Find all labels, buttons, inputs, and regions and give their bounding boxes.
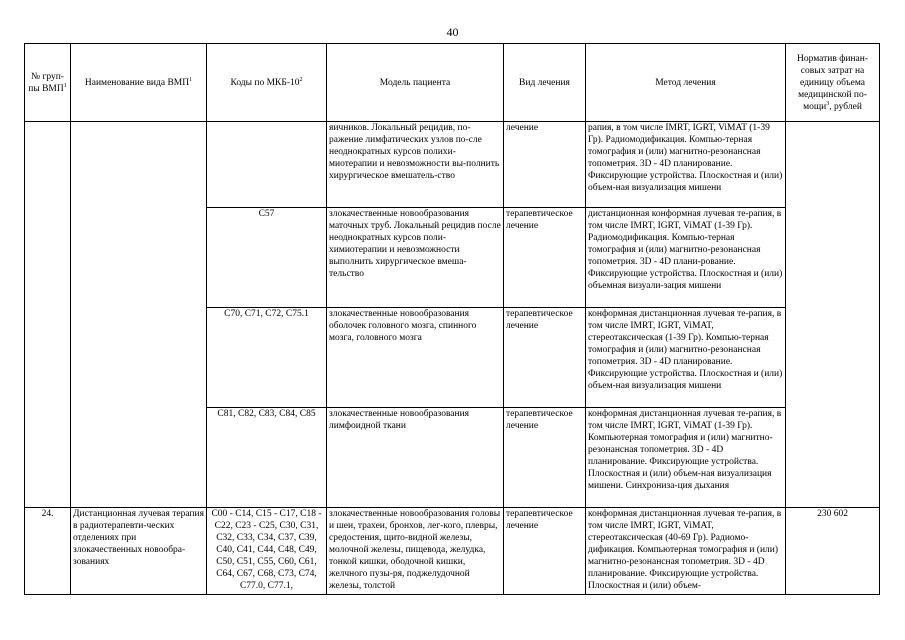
patient-model-cell: злокачественные новообразования головы и шеи, трахеи, бронхов, лег-кого, плевры, средостения, щито-видной железы, молочной железы, пищевода, желудка, тонкой кишки, ободочной кишки, желчного пузы-ря, поджелудочной железы, толстой	[327, 508, 504, 595]
treatment-type-cell: лечение	[504, 122, 586, 208]
group-number-cell	[25, 122, 71, 508]
medical-care-table	[24, 43, 880, 595]
patient-model-cell: злокачественные новообразования оболочек головного мозга, спинного мозга, головного мозга	[327, 308, 504, 408]
treatment-type-cell: терапевтическое лечение	[504, 308, 586, 408]
icd-codes-cell	[207, 122, 327, 208]
header-icd-codes: Коды по МКБ-$10^2$	[207, 44, 327, 122]
header-cost-norm: Норматив финан-совых затрат на единицу объема медицинской по-мощи$^3$, рублей	[786, 44, 880, 122]
header-patient-model: Модель пациента	[327, 44, 504, 122]
patient-model-cell: злокачественные новообразования маточных труб. Локальный рецидив после неоднократных курсов поли-химиотерапии и невозможности выполнить хирургическое вмеша-тельство	[327, 208, 504, 308]
group-number-cell: 24.	[25, 508, 71, 595]
icd-codes-cell: C00 - C14, C15 - C17, C18 - C22, C23 - C25, C30, C31, C32, C33, C34, C37, C39, C40, C41, C44, C48, C49, C50, C51, C55, C60, C61, C64, C67, C68, C73, C74, C77.0, C77.1,	[207, 508, 327, 595]
header-treatment-type: Вид лечения	[504, 44, 586, 122]
cost-cell: 230 602	[786, 508, 880, 595]
treatment-method-cell: конформная дистанционная лучевая те-рапия, в том числе IMRT, IGRT, ViMAT, стереотаксическая (1-39 Гр). Компью-терная томография и (или) магнитно-резонансная топометрия. 3D - 4D планирование. Фиксирующие устройства. Плоскостная и (или) объем-ная визуализация мишени	[586, 308, 786, 408]
table-row	[25, 122, 880, 208]
table-header-row	[25, 44, 880, 122]
cost-cell	[786, 122, 880, 508]
icd-codes-cell: C70, C71, C72, C75.1	[207, 308, 327, 408]
table-row-group-24	[25, 508, 880, 595]
page-number: 40	[446, 25, 459, 39]
vmp-name-cell	[71, 122, 207, 508]
header-treatment-method: Метод лечения	[586, 44, 786, 122]
treatment-type-cell: терапевтическое лечение	[504, 508, 586, 595]
icd-codes-cell: C57	[207, 208, 327, 308]
header-group-number: № груп-пы ВМП$^1$	[25, 44, 71, 122]
patient-model-cell: яичников. Локальный рецидив, по-ражение лимфатических узлов по-сле неоднократных курсов полихи-миотерапии и невозможности вы-полнить хирургическое вмешатель-ство	[327, 122, 504, 208]
treatment-method-cell: рапия, в том числе IMRT, IGRT, ViMAT (1-39 Гр). Радиомодификация. Компью-терная томография и (или) магнитно-резонансная топометрия. 3D - 4D планирование. Фиксирующие устройства. Плоскостная и (или) объем-ная визуализация мишени	[586, 122, 786, 208]
treatment-method-cell: дистанционная конформная лучевая те-рапия, в том числе IMRT, IGRT, ViMAT (1-39 Гр). Радиомодификация. Компью-терная томография и (или) магнитно-резонансная топометрия. 3D - 4D плани-рование. Фиксирующие устройства. Плоскостная и (или) объемная визуали-зация мишени	[586, 208, 786, 308]
treatment-type-cell: терапевтическое лечение	[504, 208, 586, 308]
treatment-method-cell: конформная дистанционная лучевая те-рапия, в том числе IMRT, IGRT, ViMAT, стереотаксическая (40-69 Гр). Радиомо-дификация. Компьютерная томография и (или) магнитно-резонансная топометрия. 3D - 4D планирование. Фиксирующие устройства. Плоскостная и (или) объем-	[586, 508, 786, 595]
patient-model-cell: злокачественные новообразования лимфоидной ткани	[327, 408, 504, 508]
vmp-name-cell: Дистанционная лучевая терапия в радиотерапевти-ческих отделениях при злокачественных новообра-зованиях	[71, 508, 207, 595]
treatment-method-cell: конформная дистанционная лучевая те-рапия, в том числе IMRT, IGRT, ViMAT (1-39 Гр). Компьютерная томография и (или) магнитно-резонансная топометрия. 3D - 4D планирование. Фиксирующие устройства. Плоскостная и (или) объем-ная визуализация мишени. Синхрониза-ция дыхания	[586, 408, 786, 508]
header-vmp-name: Наименование вида ВМП$^1$	[71, 44, 207, 122]
treatment-type-cell: терапевтическое лечение	[504, 408, 586, 508]
icd-codes-cell: C81, C82, C83, C84, C85	[207, 408, 327, 508]
